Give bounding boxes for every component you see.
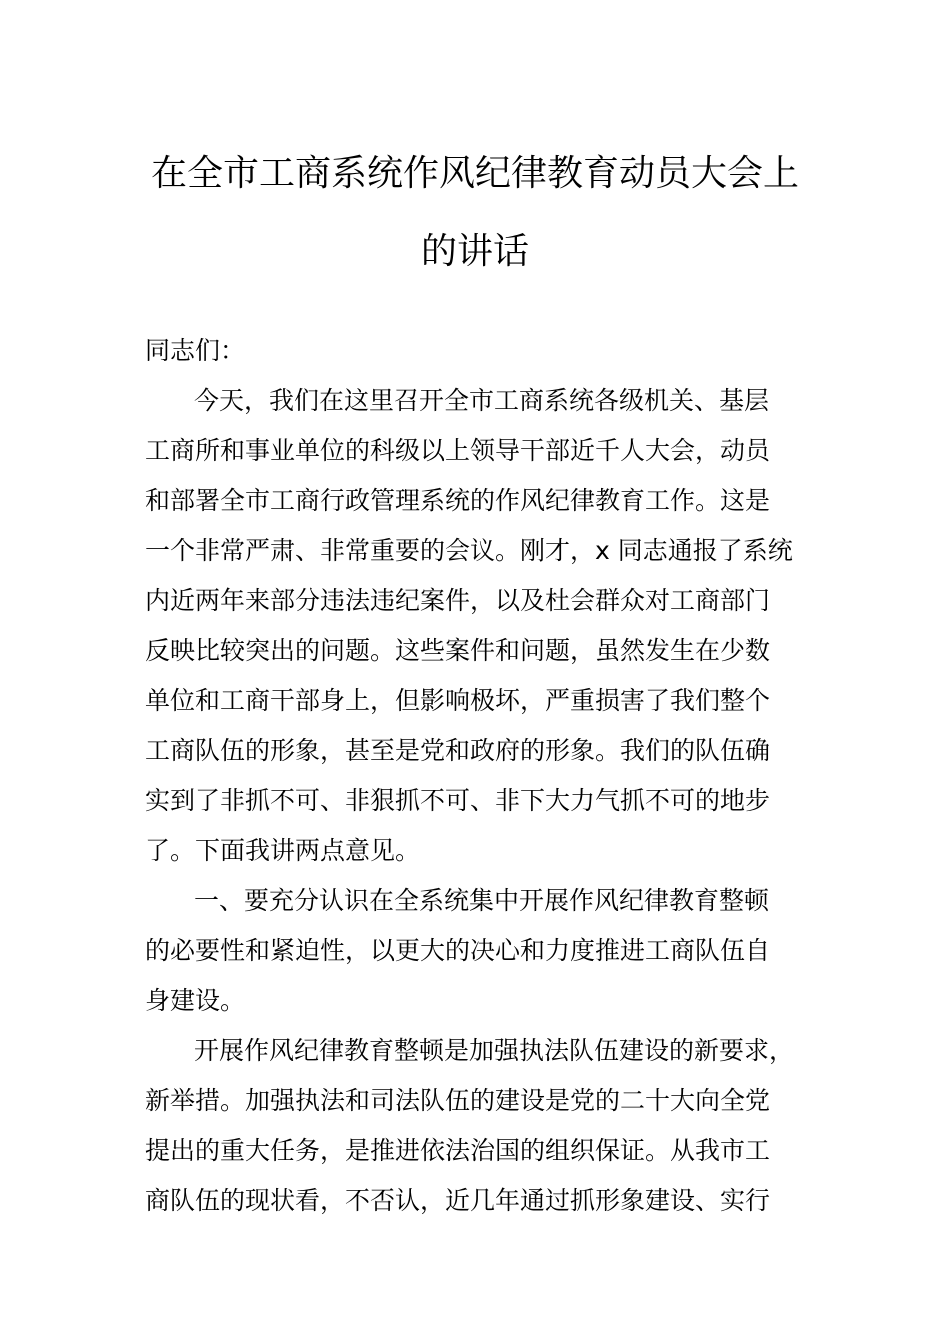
section-heading-line: 的必要性和紧迫性，以更大的决心和力度推进工商队伍自 [145, 936, 771, 965]
paragraph-line: 工商所和事业单位的科级以上领导干部近千人大会，动员 [145, 436, 771, 465]
paragraph-line: 了。下面我讲两点意见。 [145, 836, 421, 865]
paragraph-line: 工商队伍的形象，甚至是党和政府的形象。我们的队伍确 [145, 736, 771, 765]
paragraph-line: 商队伍的现状看，不否认，近几年通过抓形象建设、实行 [145, 1186, 771, 1215]
paragraph-line: 和部署全市工商行政管理系统的作风纪律教育工作。这是 [145, 486, 771, 515]
paragraph-line: 单位和工商干部身上，但影响极坏，严重损害了我们整个 [145, 686, 771, 715]
salutation: 同志们： [145, 336, 246, 365]
paragraph-line: 实到了非抓不可、非狠抓不可、非下大力气抓不可的地步 [145, 786, 771, 815]
paragraph-line: 内近两年来部分违法违纪案件，以及杜会群众对工商部门 [145, 586, 771, 615]
paragraph-line: 开展作风纪律教育整顿是加强执法队伍建设的新要求， [194, 1036, 795, 1065]
document-title-line-2: 的讲话 [420, 231, 529, 272]
paragraph-line: 反映比较突出的问题。这些案件和问题，虽然发生在少数 [145, 636, 771, 665]
paragraph-line: 新举措。加强执法和司法队伍的建设是党的二十大向全党 [145, 1086, 771, 1115]
paragraph-line: 一个非常严肃、非常重要的会议。刚才，x 同志通报了系统 [145, 536, 793, 565]
section-heading-line: 一、要充分认识在全系统集中开展作风纪律教育整顿 [194, 886, 770, 915]
paragraph-line: 提出的重大任务，是推进依法治国的组织保证。从我市工 [145, 1136, 771, 1165]
paragraph-line: 今天，我们在这里召开全市工商系统各级机关、基层 [194, 386, 770, 415]
document-title-line-1: 在全市工商系统作风纪律教育动员大会上 [150, 153, 799, 194]
section-heading-line: 身建设。 [145, 986, 246, 1015]
